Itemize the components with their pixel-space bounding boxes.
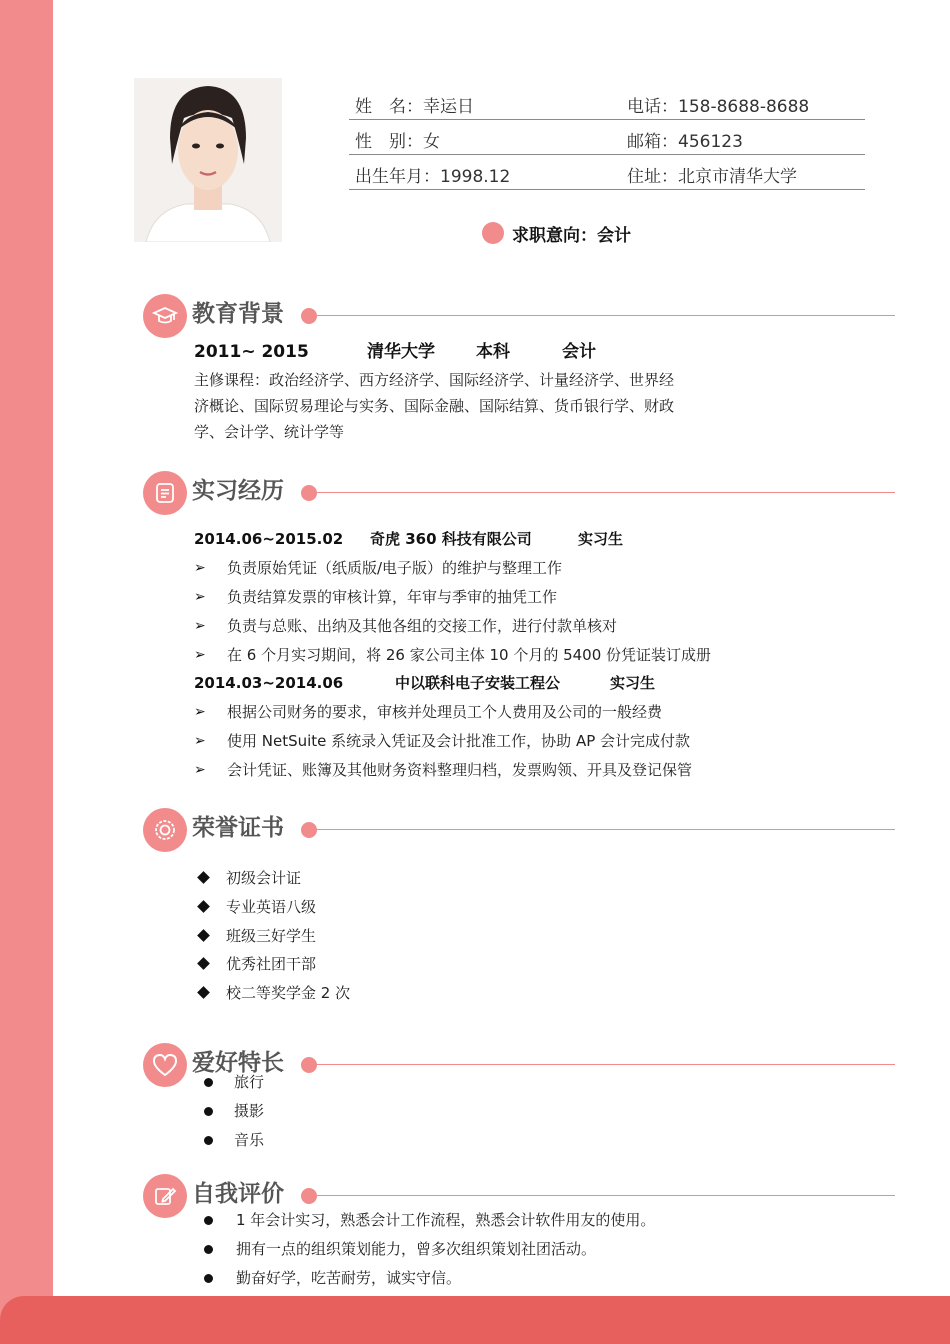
section-divider (315, 315, 895, 316)
phone-field: 电话：158-8688-8688 (627, 97, 810, 117)
round-bullet-icon (204, 1245, 213, 1254)
list-item: 摄影 (201, 1100, 401, 1122)
diamond-bullet-icon (197, 900, 210, 913)
section-education (143, 294, 895, 338)
list-item: 优秀社团干部 (196, 953, 496, 975)
list-item: ➢ 会计凭证、账簿及其他财务资料整理归档，发票购领、开具及登记保管 (194, 761, 693, 779)
edu-courses-line-2: 济概论、国际贸易理论与实务、国际金融、国际结算、货币银行学、财政 (194, 397, 675, 415)
document-icon (143, 471, 187, 515)
list-item: ➢ 负责结算发票的审核计算，年审与季审的抽凭工作 (194, 588, 558, 606)
list-item: 专业英语八级 (196, 896, 496, 918)
job-2-company: 中以联科电子安装工程公 (395, 674, 561, 692)
arrow-bullet-icon: ➢ (194, 589, 206, 605)
round-bullet-icon (204, 1078, 213, 1087)
edu-school: 清华大学 (367, 342, 435, 362)
list-item: 1 年会计实习，熟悉会计工作流程，熟悉会计软件用友的使用。 (201, 1209, 761, 1231)
section-dot (301, 485, 317, 501)
arrow-bullet-icon: ➢ (194, 618, 206, 634)
info-row-3 (349, 155, 865, 190)
round-bullet-icon (204, 1107, 213, 1116)
edu-degree: 本科 (476, 342, 510, 362)
arrow-bullet-icon: ➢ (194, 560, 206, 576)
section-internship (143, 471, 895, 515)
section-title: 实习经历 (192, 478, 284, 504)
portrait-image (134, 78, 282, 242)
list-item: 班级三好学生 (196, 925, 496, 947)
job-2-role: 实习生 (610, 674, 656, 692)
edu-courses-line-1: 主修课程：政治经济学、西方经济学、国际经济学、计量经济学、世界经 (194, 371, 675, 389)
arrow-bullet-icon: ➢ (194, 647, 206, 663)
list-item: ➢ 负责与总账、出纳及其他各组的交接工作，进行付款单核对 (194, 617, 618, 635)
list-item: 拥有一点的组织策划能力，曾多次组织策划社团活动。 (201, 1238, 761, 1260)
section-dot (301, 1188, 317, 1204)
job-1-company: 奇虎 360 科技有限公司 (370, 530, 532, 548)
intent-dot-icon (482, 222, 504, 244)
edu-period: 2011~ 2015 (194, 342, 309, 362)
job-intent (482, 221, 631, 245)
diamond-bullet-icon (197, 986, 210, 999)
edit-icon (143, 1174, 187, 1218)
list-item: ➢ 使用 NetSuite 系统录入凭证及会计批准工作，协助 AP 会计完成付款 (194, 732, 691, 750)
gender-field: 性 别：女 (355, 132, 440, 152)
section-divider (315, 829, 895, 830)
section-divider (315, 492, 895, 493)
job-1-role: 实习生 (578, 530, 624, 548)
edu-courses-line-3: 学、会计学、统计学等 (194, 423, 345, 441)
edu-major: 会计 (562, 342, 596, 362)
left-accent-bar (0, 0, 53, 1344)
profile-photo (134, 78, 282, 242)
list-item: 初级会计证 (196, 867, 496, 889)
arrow-bullet-icon: ➢ (194, 762, 206, 778)
section-dot (301, 822, 317, 838)
list-item: ➢ 在 6 个月实习期间，将 26 家公司主体 10 个月的 5400 份凭证装订成册 (194, 646, 712, 664)
section-title: 自我评价 (192, 1181, 284, 1207)
heart-icon (143, 1043, 187, 1087)
address-field: 住址：北京市清华大学 (627, 167, 797, 187)
list-item: 音乐 (201, 1129, 401, 1151)
arrow-bullet-icon: ➢ (194, 733, 206, 749)
section-honors (143, 808, 895, 852)
info-row-1 (349, 85, 865, 120)
job-1-period: 2014.06~2015.02 (194, 530, 344, 548)
job-2-period: 2014.03~2014.06 (194, 674, 344, 692)
intent-text: 求职意向：会计 (512, 225, 631, 246)
list-item: 校二等奖学金 2 次 (196, 982, 496, 1004)
section-title: 爱好特长 (192, 1050, 284, 1076)
section-title: 教育背景 (192, 301, 284, 327)
name-field: 姓 名：幸运日 (355, 97, 474, 117)
diamond-bullet-icon (197, 871, 210, 884)
medal-icon (143, 808, 187, 852)
round-bullet-icon (204, 1274, 213, 1283)
section-divider (315, 1064, 895, 1065)
arrow-bullet-icon: ➢ (194, 704, 206, 720)
diamond-bullet-icon (197, 957, 210, 970)
round-bullet-icon (204, 1216, 213, 1225)
round-bullet-icon (204, 1136, 213, 1145)
email-field: 邮箱：456123 (627, 132, 743, 152)
diamond-bullet-icon (197, 929, 210, 942)
list-item: 旅行 (201, 1071, 401, 1093)
list-item: 勤奋好学，吃苦耐劳，诚实守信。 (201, 1267, 761, 1289)
section-title: 荣誉证书 (192, 815, 284, 841)
section-divider (315, 1195, 895, 1196)
info-row-2 (349, 120, 865, 155)
list-item: ➢ 负责原始凭证（纸质版/电子版）的维护与整理工作 (194, 559, 563, 577)
graduation-cap-icon (143, 294, 187, 338)
list-item: ➢ 根据公司财务的要求，审核并处理员工个人费用及公司的一般经费 (194, 703, 663, 721)
birth-field: 出生年月：1998.12 (355, 167, 511, 187)
section-dot (301, 308, 317, 324)
bottom-accent-bar (0, 1296, 950, 1344)
